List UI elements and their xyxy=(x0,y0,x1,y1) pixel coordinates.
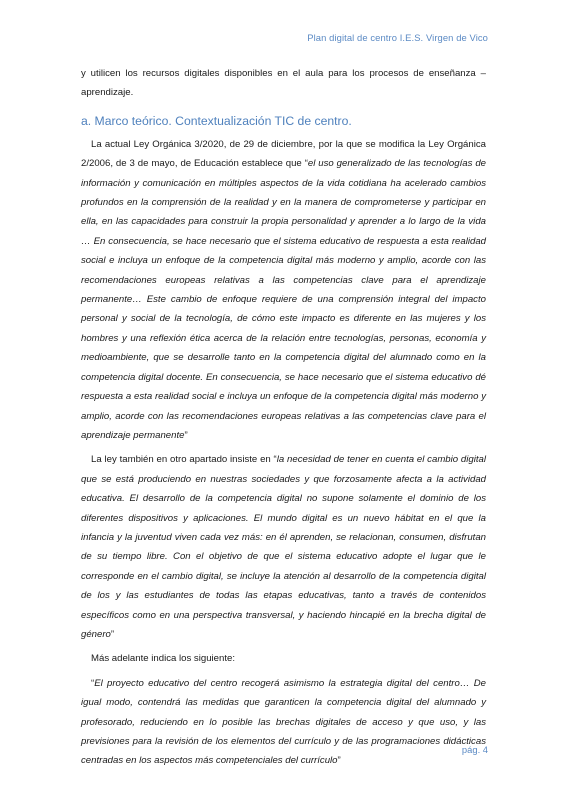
quote-close: ” xyxy=(184,429,188,441)
paragraph-lead: La actual Ley Orgánica 3/2020, de 29 de diciembre, por la que se modifica la Ley Orgánica 2/2006, de 3 de mayo, de Educación establece que “ xyxy=(81,138,486,170)
section-title: a. Marco teórico. Contextualización TIC de centro. xyxy=(81,113,352,128)
page-content xyxy=(81,64,486,771)
legal-quote: El proyecto educativo del centro recogerá asimismo la estrategia digital del centro… De igual modo, contendrá las medidas que garanticen la competencia digital del alumnado y profesorado, reduciendo en lo posible las brechas digitales de acceso y que uso, y las previsiones para la revisión de los elementos del currículo y de las programaciones didácticas centradas en los aspectos más competenciales del currículo xyxy=(81,677,486,767)
page-number: pág. 4 xyxy=(461,744,488,755)
intro-paragraph: y utilicen los recursos digitales disponibles en el aula para los procesos de enseñanza – aprendizaje. xyxy=(81,68,486,99)
page-header: Plan digital de centro I.E.S. Virgen de Vico xyxy=(307,32,488,43)
paragraph-ley-organica xyxy=(81,135,486,446)
quote-open: “ xyxy=(91,677,95,689)
quote-close: ” xyxy=(110,628,115,640)
paragraph-cambio-digital xyxy=(81,450,486,644)
legal-quote: la necesidad de tener en cuenta el cambio digital que se está produciendo en nuestras sociedades y que forzosamente afecta a la actividad educativa. El desarrollo de la competencia digital no supone solamente el dominio de los diferentes dispositivos y aplicaciones. El mundo digital es un nuevo hábitat en el que la infancia y la juventud viven cada vez más: en él aprenden, se relacionan, consumen, disfrutan de su tiempo libre. Con el objetivo de que el sistema educativo adopte el lugar que le corresponde en el cambio digital, se incluye la atención al desarrollo de la competencia digital de los y las estudiantes de todas las etapas educativas, tanto a través de contenidos específicos como en una perspectiva transversal, y haciendo hincapié en la brecha digital de género xyxy=(81,454,486,640)
paragraph-mas-adelante: Más adelante indica los siguiente: xyxy=(91,653,235,665)
legal-quote: el uso generalizado de las tecnologías de información y comunicación en múltiples aspectos de la vida cotidiana ha acelerado cambios profundos en la comprensión de la realidad y en la manera de comprometerse y participar en ella, en las capacidades para construir la propia personalidad y aprender a lo largo de la vida … En consecuencia, se hace necesario que el sistema educativo de respuesta a esta realidad social e incluya un enfoque de la competencia digital más moderno y amplio, acorde con las recomendaciones europeas relativas a las competencias clave para el aprendizaje permanente… Este cambio de enfoque requiere de una comprensión integral del impacto personal y social de la tecnología, de cómo este impacto es diferente en las mujeres y los hombres y una reflexión ética acerca de la relación entre tecnologías, personas, economía y medioambiente, que se desarrolle tanto en la competencia digital del alumnado como en la competencia digital docente. En consecuencia, se hace necesario que el sistema educativo dé respuesta a esta realidad social e incluya un enfoque de la competencia digital más moderno y amplio, acorde con las recomendaciones europeas relativas a las competencias clave para el aprendizaje permanente xyxy=(81,158,486,441)
paragraph-proyecto-educativo xyxy=(81,674,486,771)
quote-close: ” xyxy=(337,755,341,767)
paragraph-lead: La ley también en otro apartado insiste en “ xyxy=(91,454,277,466)
